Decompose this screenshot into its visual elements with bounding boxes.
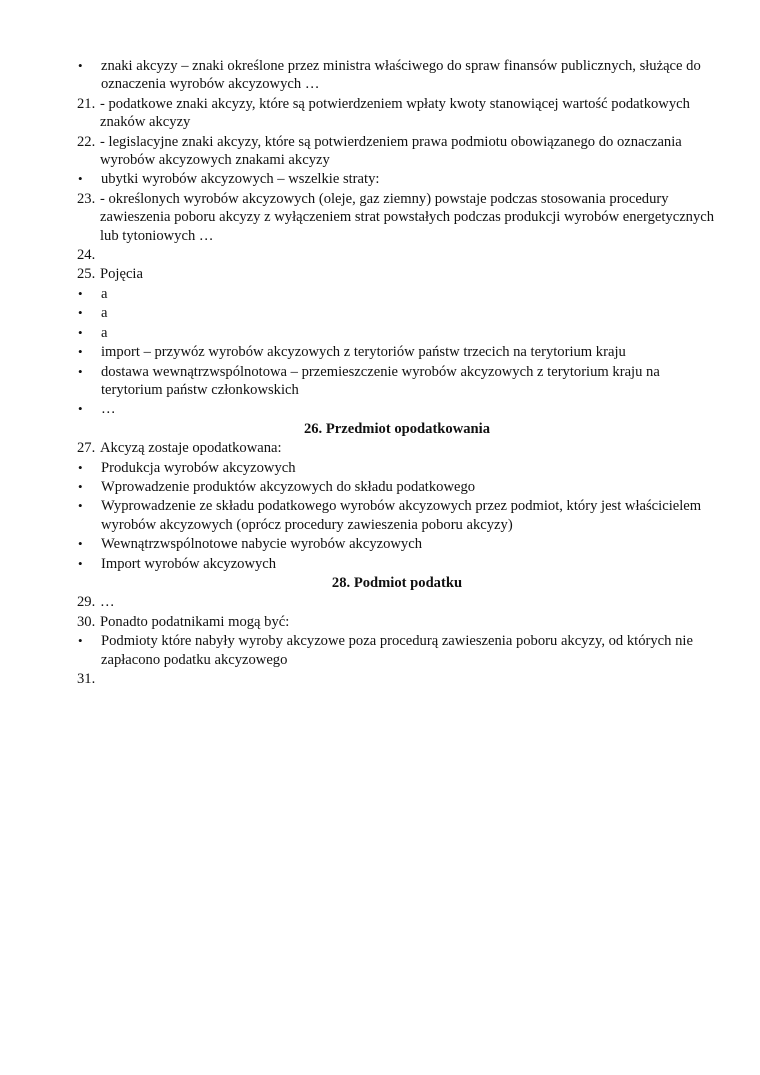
list-item-text: Akcyzą zostaje opodatkowana: bbox=[100, 440, 282, 457]
list-item-text bbox=[100, 246, 717, 264]
bullet-list-item bbox=[77, 285, 717, 303]
bullet-list-item bbox=[77, 170, 717, 188]
bullet-icon: • bbox=[78, 344, 83, 360]
list-item-text: - określonych wyrobów akcyzowych (oleje, gaz ziemny) powstaje podczas stosowania procedury zawieszenia poboru akcyzy z wyłączeniem strat powstałych podczas produkcji wyrobów energetycznych lub tytoniowych … bbox=[100, 190, 715, 244]
bullet-icon: • bbox=[78, 633, 83, 649]
bullet-list-item bbox=[77, 57, 717, 94]
list-number: 25. bbox=[77, 266, 96, 283]
bullet-icon: • bbox=[78, 363, 83, 379]
bullet-list-item bbox=[77, 478, 717, 496]
list-item-text: … bbox=[100, 594, 115, 611]
list-item-text: Produkcja wyrobów akcyzowych bbox=[101, 459, 296, 476]
bullet-list-item bbox=[77, 632, 717, 669]
bullet-icon: • bbox=[78, 478, 83, 494]
numbered-list-item bbox=[77, 439, 717, 457]
bullet-icon: • bbox=[78, 171, 83, 187]
list-item-text: import – przywóz wyrobów akcyzowych z terytoriów państw trzecich na terytorium kraju bbox=[101, 344, 626, 361]
list-item-text: … bbox=[101, 401, 116, 418]
list-item-text: - legislacyjne znaki akcyzy, które są potwierdzeniem prawa podmiotu obowiązanego do oznaczania wyrobów akcyzowych znakami akcyzy bbox=[100, 133, 682, 169]
bullet-list-item bbox=[77, 343, 717, 361]
numbered-list-item bbox=[77, 670, 717, 688]
bullet-icon: • bbox=[78, 58, 83, 73]
bullet-list-item bbox=[77, 555, 717, 573]
bullet-icon: • bbox=[78, 324, 83, 340]
list-item-text: Pojęcia bbox=[100, 266, 143, 283]
list-item-text: Podmioty które nabyły wyroby akcyzowe poza procedurą zawieszenia poboru akcyzy, od których nie zapłacono podatku akcyzowego bbox=[101, 633, 693, 668]
numbered-list-item bbox=[77, 95, 717, 132]
bullet-icon: • bbox=[78, 498, 83, 514]
list-item-text: Ponadto podatnikami mogą być: bbox=[100, 613, 290, 630]
section-heading: 28. Podmiot podatku bbox=[331, 574, 463, 591]
list-number: 27. bbox=[77, 440, 96, 457]
bullet-icon: • bbox=[78, 555, 83, 571]
bullet-list-item bbox=[77, 304, 717, 322]
bullet-icon: • bbox=[78, 305, 83, 321]
numbered-list-item bbox=[77, 613, 717, 631]
numbered-list-item bbox=[77, 246, 717, 264]
list-item-text: Wewnątrzwspólnotowe nabycie wyrobów akcyzowych bbox=[101, 536, 422, 553]
list-number: 31. bbox=[77, 671, 96, 687]
numbered-list-item bbox=[77, 133, 717, 170]
bullet-list-item bbox=[77, 400, 717, 418]
list-item-text: a bbox=[101, 324, 108, 341]
list-item-text: ubytki wyrobów akcyzowych – wszelkie straty: bbox=[101, 171, 380, 188]
document-body bbox=[77, 56, 717, 689]
list-number: 29. bbox=[77, 594, 96, 611]
list-item-text: Wyprowadzenie ze składu podatkowego wyrobów akcyzowych przez podmiot, który jest właścicielem wyrobów akcyzowych (oprócz procedury zawieszenia poboru akcyzy) bbox=[101, 498, 702, 533]
bullet-list-item bbox=[77, 535, 717, 553]
list-item-text: a bbox=[101, 285, 108, 302]
list-item-text: dostawa wewnątrzwspólnotowa – przemieszczenie wyrobów akcyzowych z terytorium kraju na terytorium państw członkowskich bbox=[101, 363, 660, 398]
bullet-list-item bbox=[77, 363, 717, 400]
list-number: 24. bbox=[77, 247, 96, 264]
list-number: 30. bbox=[77, 613, 96, 630]
list-item-text: Wprowadzenie produktów akcyzowych do składu podatkowego bbox=[101, 478, 476, 495]
list-item-text: Import wyrobów akcyzowych bbox=[101, 555, 277, 572]
bullet-icon: • bbox=[78, 285, 83, 301]
list-item-text bbox=[100, 670, 717, 688]
numbered-list-item bbox=[77, 593, 717, 611]
list-item-text: a bbox=[101, 305, 108, 322]
bullet-list-item bbox=[77, 497, 717, 534]
bullet-list-item bbox=[77, 324, 717, 342]
list-number: 22. bbox=[77, 133, 96, 150]
bullet-list-item bbox=[77, 459, 717, 477]
list-item-text: - podatkowe znaki akcyzy, które są potwierdzeniem wpłaty kwoty stanowiącej wartość podatkowych znaków akcyzy bbox=[100, 95, 690, 131]
list-number: 21. bbox=[77, 95, 96, 112]
bullet-icon: • bbox=[78, 401, 83, 417]
list-number: 23. bbox=[77, 190, 96, 207]
list-item-text: znaki akcyzy – znaki określone przez ministra właściwego do spraw finansów publicznych, służące do oznaczenia wyrobów akcyzowych … bbox=[101, 58, 701, 93]
section-heading: 26. Przedmiot opodatkowania bbox=[303, 420, 491, 437]
bullet-icon: • bbox=[78, 459, 83, 475]
numbered-list-item bbox=[77, 190, 717, 245]
numbered-list-item bbox=[77, 265, 717, 283]
bullet-icon: • bbox=[78, 536, 83, 552]
